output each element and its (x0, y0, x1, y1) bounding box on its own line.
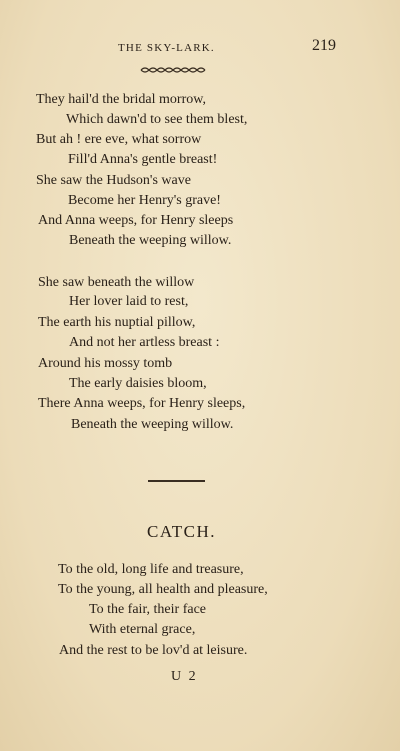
catch-line: To the young, all health and pleasure, (58, 582, 268, 597)
section-rule (148, 480, 205, 482)
poem-line: She saw the Hudson's wave (36, 173, 191, 188)
poem-line: Around his mossy tomb (38, 356, 173, 371)
ornament-divider (140, 66, 206, 74)
poem-line: And Anna weeps, for Henry sleeps (38, 213, 234, 228)
catch-line: To the old, long life and treasure, (58, 562, 244, 577)
catch-line: With eternal grace, (89, 622, 196, 637)
catch-line: And the rest to be lov'd at leisure. (59, 643, 248, 658)
page-number: 219 (312, 37, 336, 54)
poem-line: Her lover laid to rest, (69, 294, 189, 309)
poem-line: The early daisies bloom, (69, 376, 207, 391)
poem-line: She saw beneath the willow (38, 275, 195, 290)
poem-line: But ah ! ere eve, what sorrow (36, 132, 202, 147)
poem-line: The earth his nuptial pillow, (38, 315, 196, 330)
poem-line: Beneath the weeping willow. (71, 417, 234, 432)
section-title: CATCH. (147, 522, 216, 541)
poem-line: They hail'd the bridal morrow, (36, 92, 206, 107)
poem-line: Beneath the weeping willow. (69, 233, 232, 248)
poem-line: Become her Henry's grave! (68, 193, 221, 208)
poem-line: There Anna weeps, for Henry sleeps, (38, 396, 246, 411)
poem-line: Fill'd Anna's gentle breast! (68, 152, 218, 167)
signature-mark: U 2 (171, 669, 198, 684)
catch-line: To the fair, their face (89, 602, 207, 617)
poem-line: Which dawn'd to see them blest, (66, 112, 248, 127)
poem-line: And not her artless breast : (69, 335, 220, 350)
running-title: THE SKY-LARK. (118, 42, 215, 54)
